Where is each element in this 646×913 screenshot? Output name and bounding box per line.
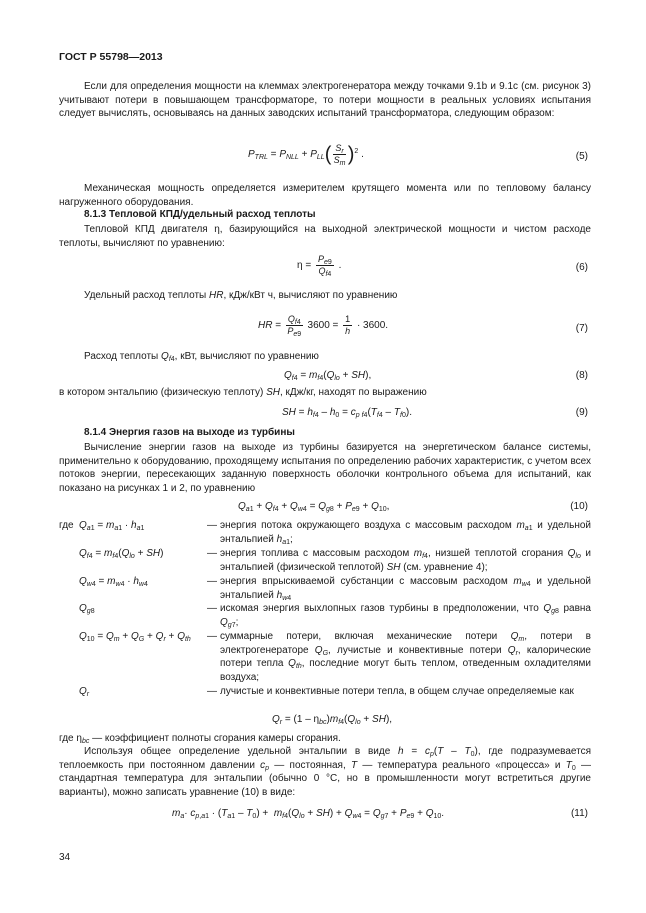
equation-11: $m_a\cdot c_{p,a1} \cdot (T_{a1} - T_0) + m_{f4}(Q_{lo} + SH) + Q_{w4} = Q_{g7} + P_{e9} + Q_{10}$. [172, 808, 445, 820]
page-number: 34 [59, 852, 71, 863]
equation-6: η = $\frac{P_{e9}}{Q_{f4}}$ . [297, 254, 342, 278]
where-label: где [59, 520, 74, 531]
definition-qf4: $Q_{f4} = m_{f4}(Q_{lo} + SH)$ — энергия топлива с массовым расходом $m_{f4}$, низшей теплотой сгорания $Q_{lo}$ и энтальпией (физической теплотой) SH (см. уравнение 4); [79, 548, 591, 573]
paragraph-specific-enthalpy: Используя общее определение удельной энтальпии в виде $h = c_p(T - T_0)$, где подразумевается теплоемкость при постоянном давлении $c_p$ — постоянная, T — температура реального «процесса» и $T_0$ — стандартная температура для энтальпии (обычно 0 °С, но в промышленности могут встретиться другие варианты), можно записать уравнение (10) в виде: [59, 746, 592, 798]
paragraph-thermal-efficiency: Тепловой КПД двигателя η, базирующийся на выходной электрической мощности и чистом расходе теплоты, вычисляют по уравнению: [59, 224, 591, 249]
equation-10-number: (10) [570, 501, 588, 512]
equation-7-number: (7) [575, 323, 588, 334]
definition-qr: $Q_r$ — лучистые и конвективные потери тепла, в общем случае определяемые как [79, 686, 574, 698]
paragraph-mechanical-power: Механическая мощность определяется измерителем крутящего момента или по тепловому балансу нагруженного оборудования. [59, 183, 591, 208]
definition-qw4: $Q_{w4} = m_{w4} \cdot h_{w4}$ — энергия впрыскиваемой субстанции с массовым расходом $m_{w4}$ и удельной энтальпией $h_{w4}$ [79, 576, 591, 602]
equation-8-number: (8) [575, 370, 588, 381]
equation-6-number: (6) [575, 262, 588, 273]
paragraph-enthalpy: в котором энтальпию (физическую теплоту) SH, кДж/кг, находят по выражению [59, 387, 427, 398]
section-heading-8-1-3: 8.1.3 Тепловой КПД/удельный расход теплоты [84, 209, 316, 220]
definition-q10: $Q_{10} = Q_m + Q_G + Q_r + Q_{th}$ — суммарные потери, включая механические потери $Q_m$, потери в электрогенераторе $Q_G$, лучистые и конвективные потери $Q_r$, калорические потери тепла $Q_{th}$, последние могут быть теплом, отведенным охладителями воздуха; [79, 631, 591, 683]
equation-8: $Q_{f4} = m_{f4}(Q_{lo} + SH)$, [284, 370, 372, 382]
equation-5-number: (5) [575, 151, 588, 162]
definition-qg8: $Q_{g8}$ — искомая энергия выхлопных газов турбины в предположении, что $Q_{g8}$ равна $Q_{g7}$; [79, 603, 591, 629]
equation-9: SH = $h_{f4} - h_0 = c_{p f4}(T_{f4} - T_{f0})$. [282, 407, 412, 419]
paragraph-energy-balance: Вычисление энергии газов на выходе из турбины базируется на энергетическом балансе системы, применительно к оборудованию, проходящему испытания по определению рабочих характеристик, с учетом всех потоков энергии, пересекающих заданную поверхность оболочки контрольного объема для испытаний, как показано на рисунках 1 и 2, по уравнению [59, 442, 591, 494]
equation-9-number: (9) [575, 407, 588, 418]
document-header: ГОСТ Р 55798—2013 [59, 51, 163, 63]
definition-qa1: где $Q_{a1} = m_{a1} \cdot h_{a1}$ — энергия потока окружающего воздуха с массовым расходом $m_{a1}$ и удельной энтальпией $h_{a1}$; [59, 520, 591, 546]
equation-qr: $Q_r = (1 - \eta_{bc})m_{f4}(Q_{lo} + SH)$, [272, 714, 393, 726]
equation-10: $Q_{a1} + Q_{f4} + Q_{w4} = Q_{g8} + P_{e9} + Q_{10}$, [238, 501, 390, 513]
equation-5: $P_{TRL} = P_{NLL} + P_{LL}$( $\frac{S_r}{S_m}$ )$^2$ . [248, 143, 364, 167]
equation-11-number: (11) [570, 808, 588, 819]
paragraph-combustion-efficiency: где $\eta_{bc}$ — коэффициент полноты сгорания камеры сгорания. [59, 733, 341, 745]
paragraph-heat-rate: Удельный расход теплоты HR, кДж/кВт ч, вычисляют по уравнению [84, 290, 398, 301]
paragraph-transformer-losses: Если для определения мощности на клеммах электрогенератора между точками 9.1b и 9.1c (см. рисунок 3) учитывают потери в повышающем трансформаторе, то потери мощности в реальных условиях испытания следует вычислять, основываясь на данных заводских испытаний трансформатора, следующим образом: [59, 81, 591, 120]
section-heading-8-1-4: 8.1.4 Энергия газов на выходе из турбины [84, 427, 295, 438]
equation-7: HR = $\frac{Q_{f4}}{P_{e9}}$ 3600 = $\frac{1}{h}$ · 3600. [258, 314, 389, 338]
paragraph-heat-flow: Расход теплоты $Q_{f4}$, кВт, вычисляют по уравнению [84, 351, 319, 363]
